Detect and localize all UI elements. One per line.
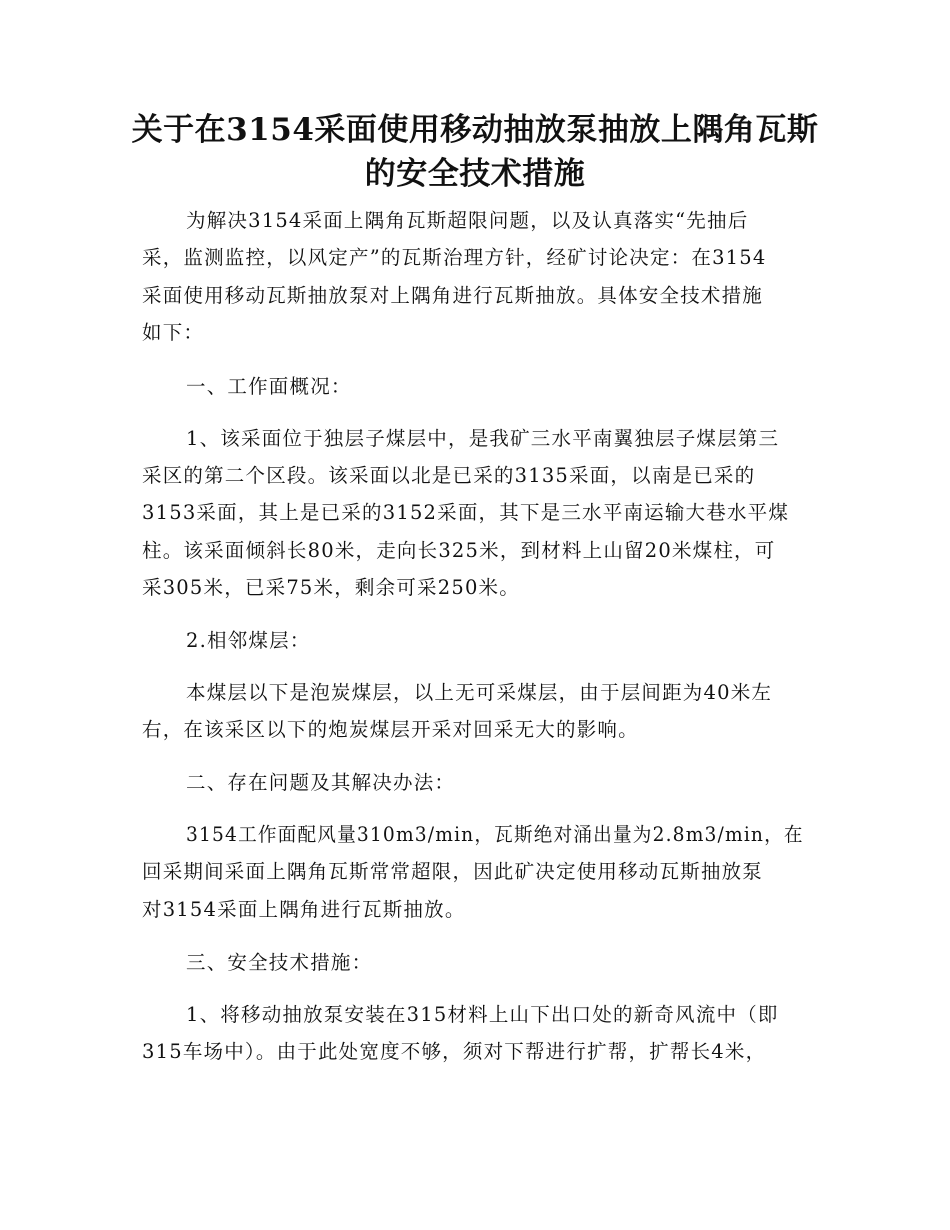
- paragraph-line: 采区的第二个区段。该采面以北是已采的3135采面，以南是已采的: [142, 464, 756, 487]
- paragraph-line: 柱。该采面倾斜长80米，走向长325米，到材料上山留20米煤柱，可: [142, 539, 776, 562]
- section-heading: 二、存在问题及其解决办法：: [186, 771, 456, 794]
- paragraph-line: 1、该采面位于独层子煤层中，是我矿三水平南翼独层子煤层第三: [186, 427, 780, 450]
- section-heading: 一、工作面概况：: [186, 375, 352, 398]
- paragraph-line: 1、将移动抽放泵安装在315材料上山下出口处的新奇风流中（即: [186, 1003, 779, 1026]
- paragraph-line: 为解决3154采面上隅角瓦斯超限问题，以及认真落实“先抽后: [186, 209, 749, 232]
- paragraph-line: 右，在该采区以下的炮炭煤层开采对回采无大的影响。: [142, 718, 639, 741]
- paragraph-line: 如下：: [142, 321, 205, 344]
- document-title-line-2: 的安全技术措施: [364, 156, 586, 192]
- paragraph-line: 3154工作面配风量310m3/min，瓦斯绝对涌出量为2.8m3/min，在: [186, 823, 804, 846]
- paragraph-line: 315车场中）。由于此处宽度不够，须对下帮进行扩帮，扩帮长4米，: [142, 1040, 767, 1063]
- paragraph-line: 3153采面，其上是已采的3152采面，其下是三水平南运输大巷水平煤: [142, 501, 790, 524]
- paragraph-line: 本煤层以下是泡炭煤层，以上无可采煤层，由于层间距为40米左: [186, 681, 773, 704]
- document-title-line-1: 关于在3154采面使用移动抽放泵抽放上隅角瓦斯: [131, 112, 819, 148]
- paragraph-line: 采305米，已采75米，剩余可采250米。: [142, 576, 520, 599]
- paragraph-line: 采，监测监控，以风定产”的瓦斯治理方针，经矿讨论决定：在3154: [142, 246, 767, 269]
- paragraph-line: 采面使用移动瓦斯抽放泵对上隅角进行瓦斯抽放。具体安全技术措施: [142, 284, 764, 307]
- section-heading: 三、安全技术措施：: [186, 951, 373, 974]
- paragraph-line: 回采期间采面上隅角瓦斯常常超限，因此矿决定使用移动瓦斯抽放泵: [142, 860, 764, 883]
- subsection-heading: 2.相邻煤层：: [186, 629, 311, 652]
- paragraph-line: 对3154采面上隅角进行瓦斯抽放。: [142, 898, 466, 921]
